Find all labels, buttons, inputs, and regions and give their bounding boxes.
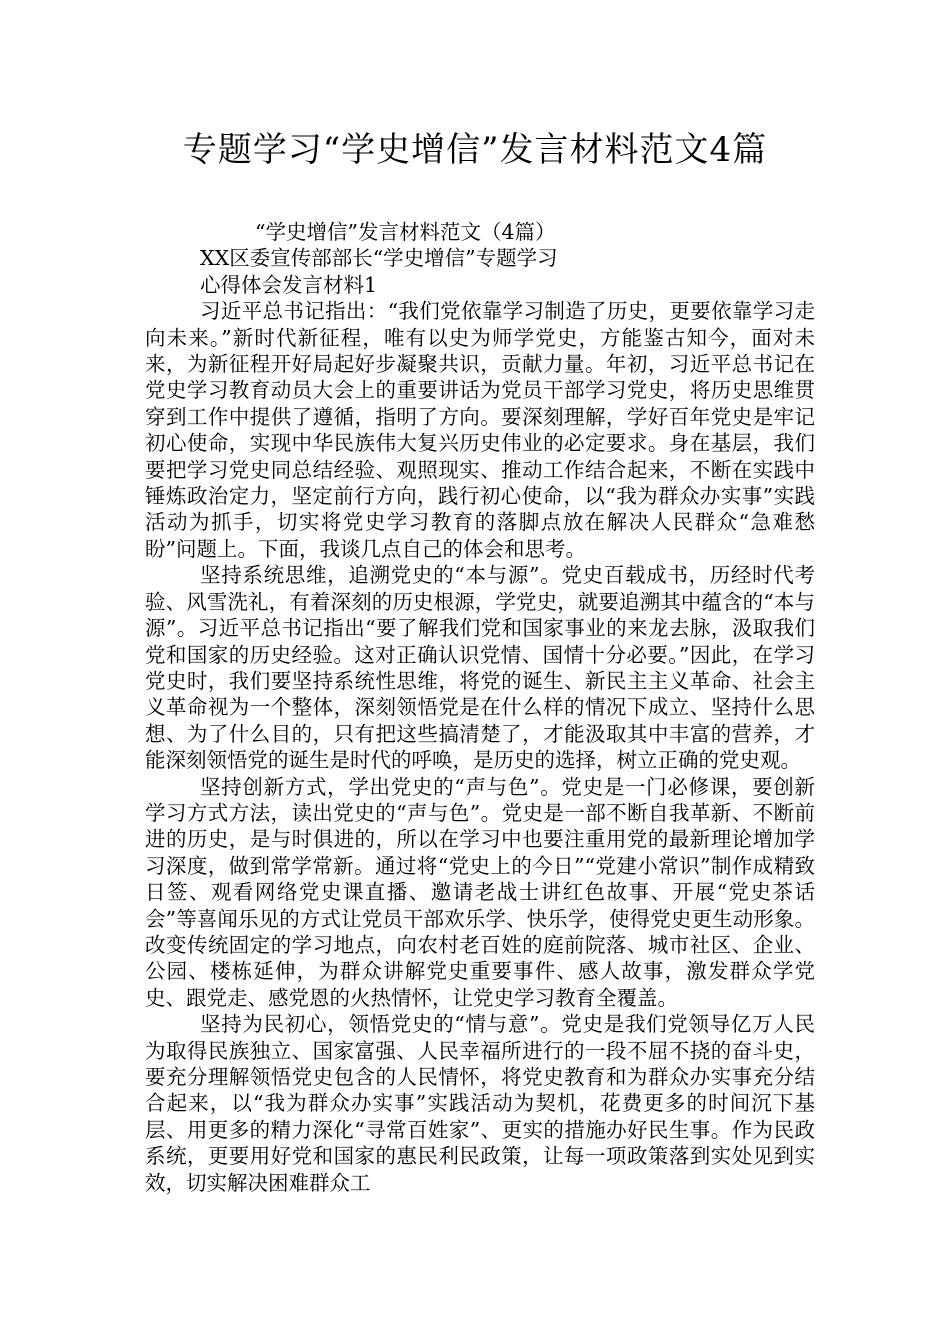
author-line-2: 心得体会发言材料1: [200, 272, 378, 297]
body-paragraph-4: 坚持为民初心，领悟党史的“情与意”。党史是我们党领导亿万人民为取得民族独立、国家富强、人民幸福所进行的一段不屈不挠的奋斗史，要充分理解领悟党史包含的人民情怀，将党史教育和为群众办实事充分结合起来，以“我为群众办实事”实践活动为契机，花费更多的时间沉下基层、用更多的精力深化“寻常百姓家”、更实的措施办好民生事。作为民政系统，更要用好党和国家的惠民利民政策，让每一项政策落到实处见到实效，切实解决困难群众工: [145, 1012, 815, 1195]
document-subtitle: “学史增信”发言材料范文（4篇）: [255, 220, 556, 244]
body-paragraph-2: 坚持系统思维，追溯党史的“本与源”。党史百载成书，历经时代考验、风雪洗礼，有着深刻的历史根源，学党史，就要追溯其中蕴含的“本与源”。习近平总书记指出“要了解我们党和国家事业的来龙去脉，汲取我们党和国家的历史经验。这对正确认识党情、国情十分必要。”因此，在学习党史时，我们要坚持系统性思维，将党的诞生、新民主主义革命、社会主义革命视为一个整体，深刻领悟党是在什么样的情况下成立、坚持什么思想、为了什么目的，只有把这些搞清楚了，才能汲取其中丰富的营养，才能深刻领悟党的诞生是时代的呼唤，是历史的选择，树立正确的党史观。: [145, 563, 815, 773]
body-paragraph-1: 习近平总书记指出：“我们党依靠学习制造了历史，更要依靠学习走向未来。”新时代新征程，唯有以史为师学党史，方能鉴古知今，面对未来，为新征程开好局起好步凝聚共识，贡献力量。年初，习近平总书记在党史学习教育动员大会上的重要讲话为党员干部学习党史，将历史思维贯穿到工作中提供了遵循，指明了方向。要深刻理解，学好百年党史是牢记初心使命，实现中华民族伟大复兴历史伟业的必定要求。身在基层，我们要把学习党史同总结经验、观照现实、推动工作结合起来，不断在实践中锤炼政治定力，坚定前行方向，践行初心使命，以“我为群众办实事”实践活动为抓手，切实将党史学习教育的落脚点放在解决人民群众“急难愁盼”问题上。下面，我谈几点自己的体会和思考。: [145, 299, 815, 561]
author-line-1: XX区委宣传部部长“学史增信”专题学习: [200, 246, 558, 271]
document-body: [145, 219, 815, 1196]
body-paragraph-3: 坚持创新方式，学出党史的“声与色”。党史是一门必修课，要创新学习方式方法，读出党史的“声与色”。党史是一部不断自我革新、不断前进的历史，是与时俱进的，所以在学习中也要注重用党的最新理论增加学习深度，做到常学常新。通过将“党史上的今日”“党建小常识”制作成精致日签、观看网络党史课直播、邀请老战士讲红色故事、开展“党史茶话会”等喜闻乐见的方式让党员干部欢乐学、快乐学，使得党史更生动形象。改变传统固定的学习地点，向农村老百姓的庭前院落、城市社区、企业、公园、楼栋延伸，为群众讲解党史重要事件、感人故事，激发群众学党史、跟党走、感党恩的火热情怀，让党史学习教育全覆盖。: [145, 774, 815, 1010]
document-title: 专题学习“学史增信”发言材料范文4篇: [182, 130, 768, 170]
